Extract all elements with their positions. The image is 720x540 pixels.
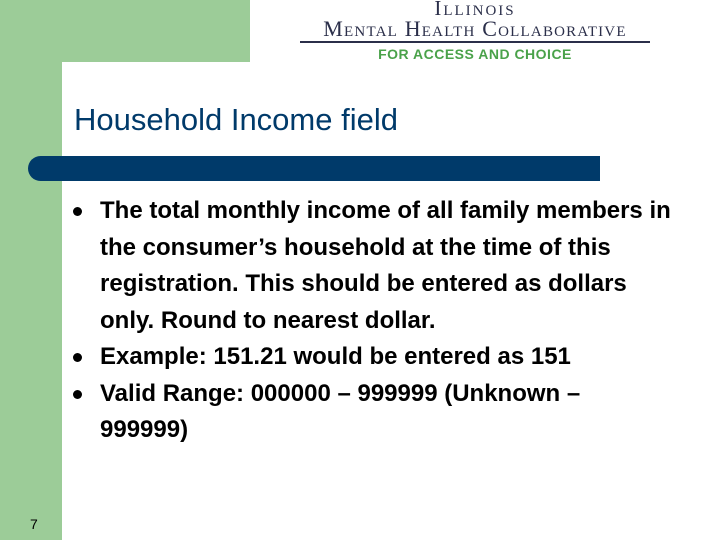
slide-title: Household Income field [74, 102, 398, 137]
bullet-item [73, 193, 673, 339]
bullet-list [73, 193, 673, 449]
bullet-dot-icon [73, 207, 82, 216]
bullet-dot-icon [73, 390, 82, 399]
bullet-text: Example: 151.21 would be entered as 151 [100, 343, 571, 370]
top-green-band [0, 0, 250, 62]
bullet-text: The total monthly income of all family members in the consumer’s household at the time of this registration. This should be entered as dollars only. Round to nearest dollar. [100, 197, 671, 334]
logo-tagline: FOR ACCESS AND CHOICE [378, 46, 572, 62]
logo-line-1: Illinois [434, 0, 516, 20]
bullet-item [73, 339, 673, 376]
bullet-item [73, 376, 673, 449]
bullet-text: Valid Range: 000000 – 999999 (Unknown – 999999) [100, 379, 581, 443]
logo-rule [300, 41, 650, 43]
collaborative-logo [290, 0, 660, 66]
bullet-dot-icon [73, 353, 82, 362]
page-number: 7 [30, 516, 38, 532]
logo-line-2: Mental Health Collaborative [323, 16, 627, 41]
title-underline-bar [28, 156, 600, 181]
left-green-bar [0, 0, 62, 540]
